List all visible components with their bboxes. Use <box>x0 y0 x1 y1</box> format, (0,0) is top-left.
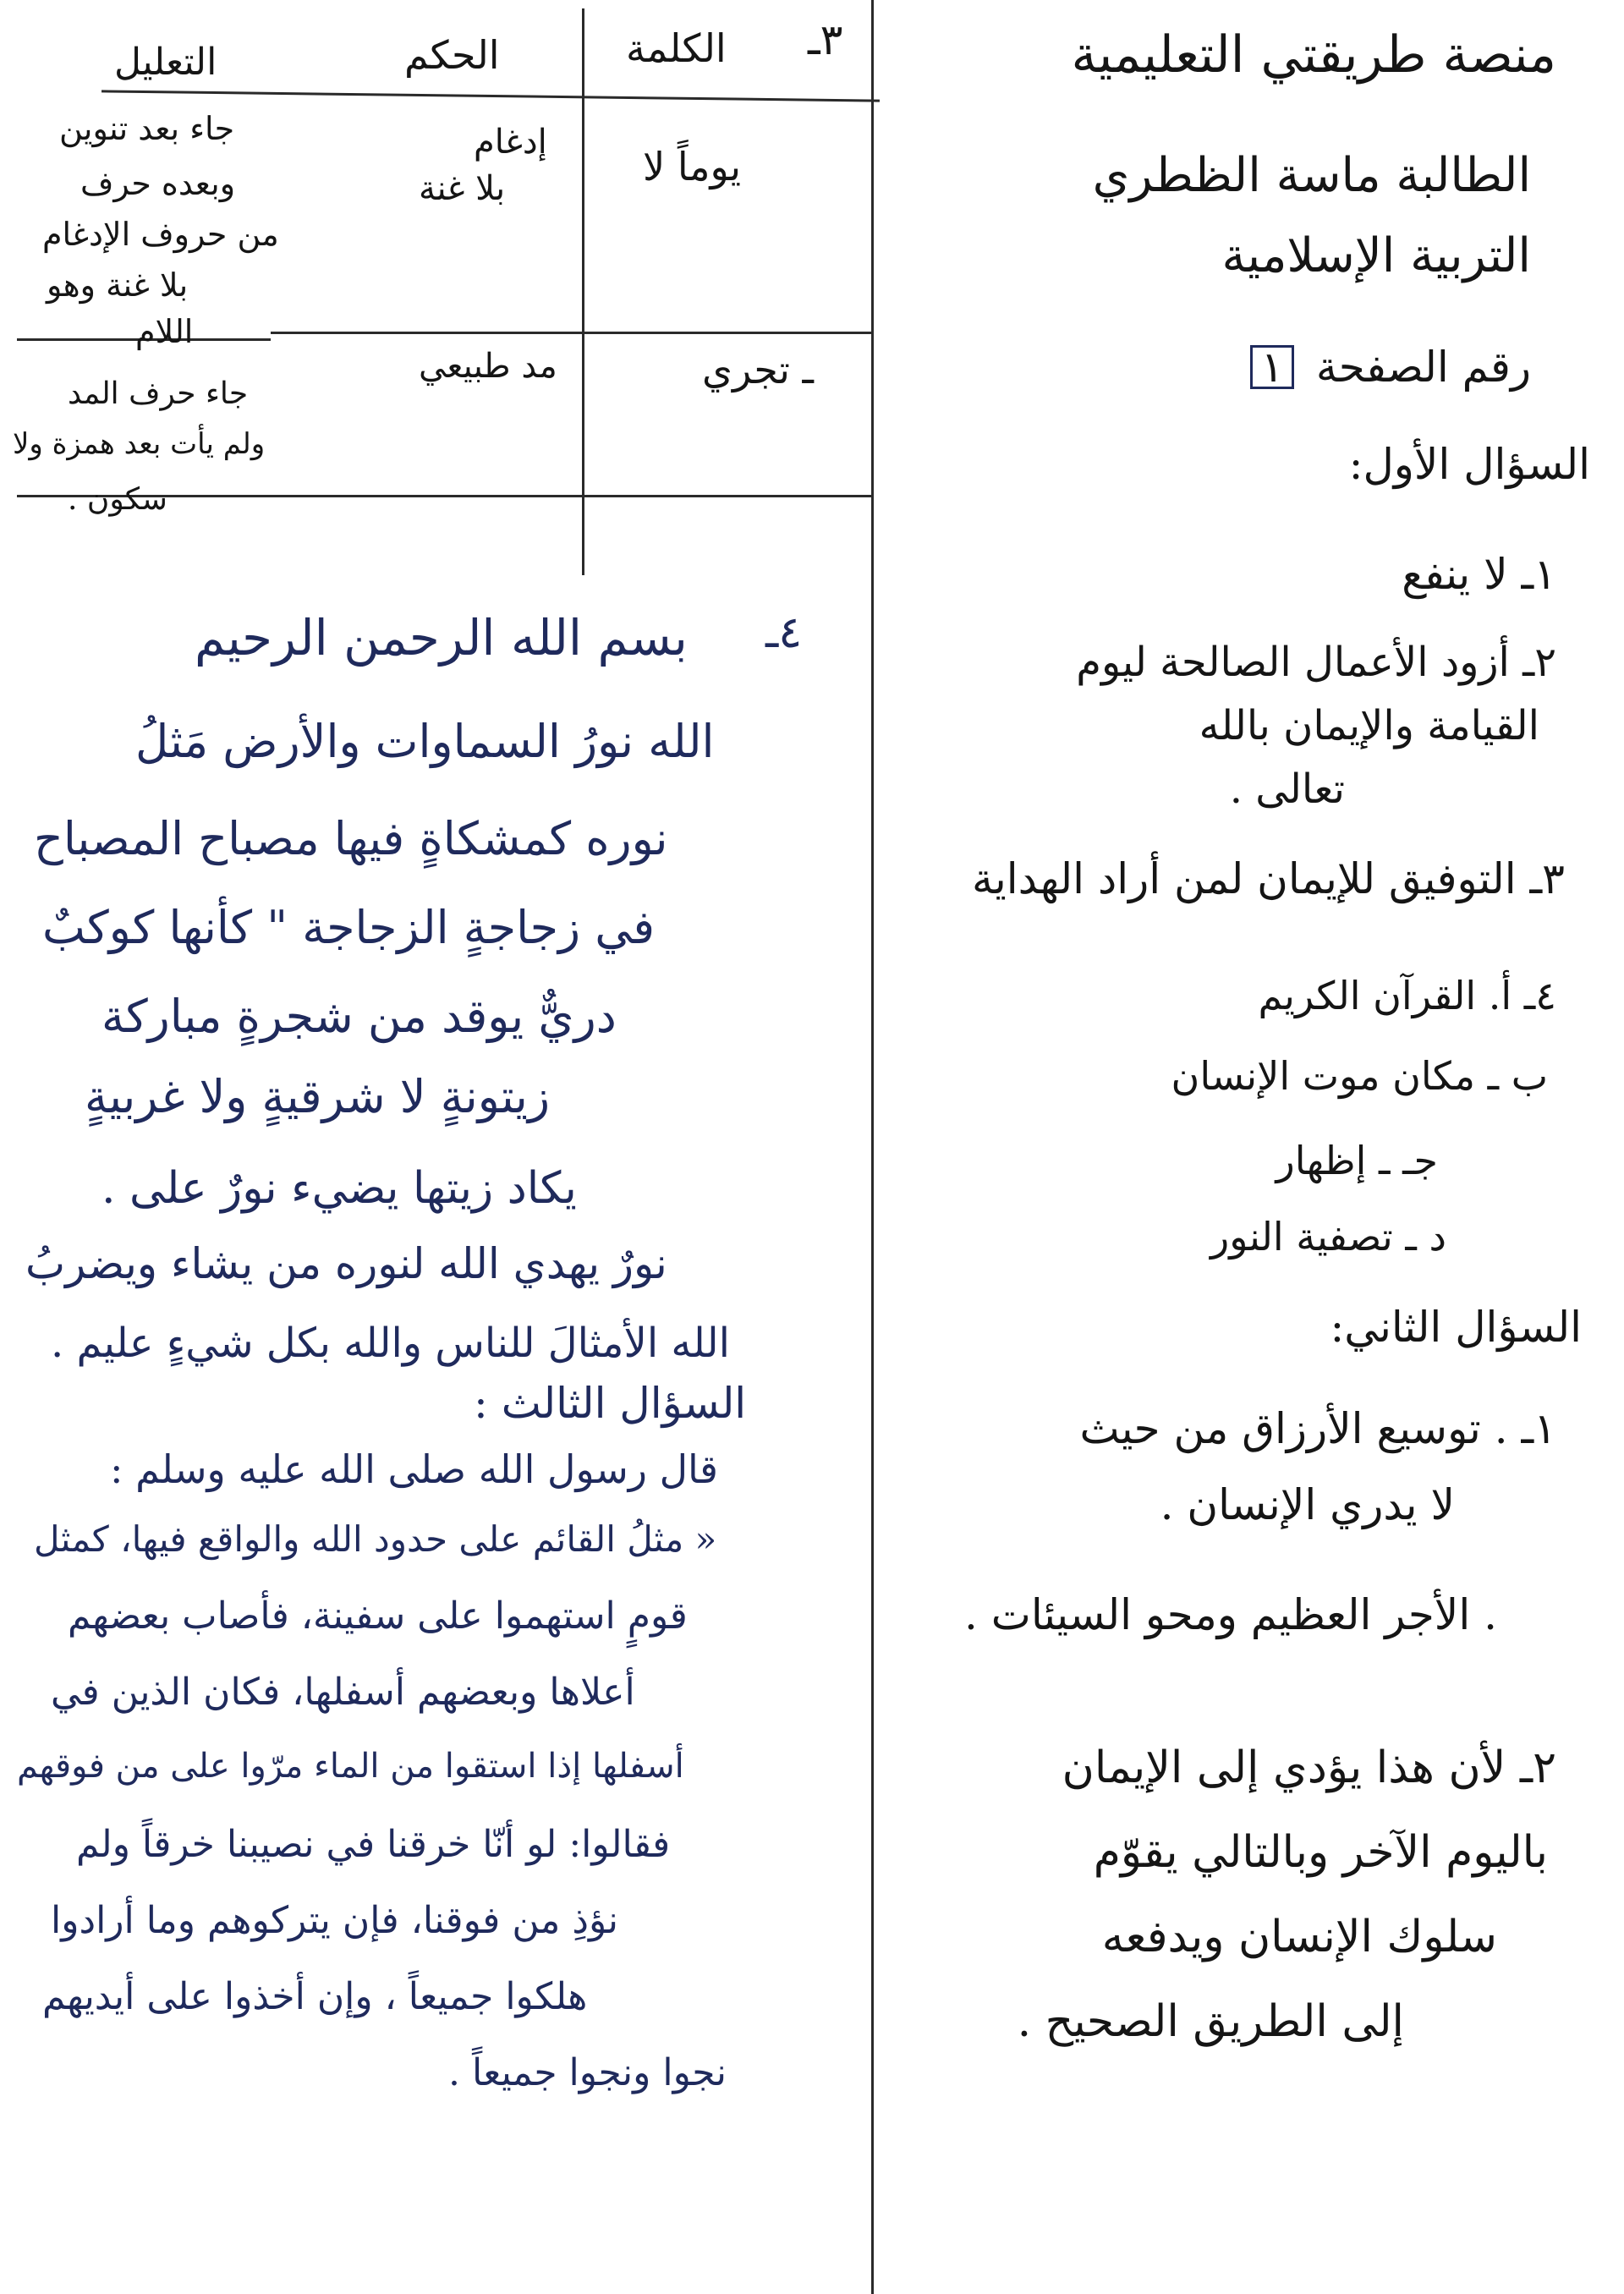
verse-line: نوره كمشكاةٍ فيها مصباح المصباح <box>34 812 668 865</box>
subject-line: التربية الإسلامية <box>1221 228 1531 283</box>
q1-item: القيامة والإيمان بالله <box>1199 702 1539 749</box>
verse-line: يكاد زيتها يضيء نورٌ على . <box>102 1163 577 1214</box>
verse-line: الله نورُ السماوات والأرض مَثلُ <box>135 715 715 768</box>
q1-item: د ـ تصفية النور <box>1210 1214 1446 1260</box>
hadith-line: قال رسول الله صلى الله عليه وسلم : <box>110 1446 719 1492</box>
q2-title: السؤال الثاني: <box>1330 1303 1582 1352</box>
table-cell-reason: ولم يأت بعد همزة ولا <box>13 427 266 461</box>
hadith-line: أسفلها إذا استقوا من الماء مرّوا على من فوقهم <box>17 1747 684 1786</box>
q1-item: ١ـ لا ينفع <box>1402 550 1556 599</box>
q1-item: ٣ـ التوفيق للإيمان لمن أراد الهداية <box>972 854 1565 903</box>
q4-number: ٤ـ <box>765 607 803 658</box>
q1-title: السؤال الأول: <box>1348 440 1590 489</box>
q1-item: ٤ـ أ. القرآن الكريم <box>1258 973 1556 1018</box>
hadith-line: فقالوا: لو أنّا خرقنا في نصيبنا خرقاً ولم <box>76 1823 671 1866</box>
table-cell-ruling: إدغام <box>474 123 547 162</box>
verse-line: نورٌ يهدي الله لنوره من يشاء ويضربُ <box>25 1239 667 1288</box>
page-number-line <box>1250 343 1531 392</box>
q2-item: . الأجر العظيم ومحو السيئات . <box>963 1590 1497 1639</box>
basmala: بسم الله الرحمن الرحيم <box>195 609 688 667</box>
table-row-line <box>271 332 871 334</box>
table-header-reason: التعليل <box>114 41 217 84</box>
hadith-line: قومٍ استهموا على سفينة، فأصاب بعضهم <box>68 1594 688 1638</box>
table-col-line <box>582 8 584 575</box>
hadith-line: نؤذِ من فوقنا، فإن يتركوهم وما أرادوا <box>51 1899 618 1942</box>
page-number-box: ١ <box>1250 345 1294 389</box>
q2-item: سلوك الإنسان ويدفعه <box>1101 1912 1497 1962</box>
q1-item: ٢ـ أزود الأعمال الصالحة ليوم <box>1076 639 1556 686</box>
table-cell-reason: من حروف الإدغام <box>42 216 279 253</box>
q1-item: ب ـ مكان موت الإنسان <box>1171 1053 1548 1099</box>
student-line: الطالبة ماسة الظطري <box>1092 148 1531 203</box>
hadith-line: أعلاها وبعضهم أسفلها، فكان الذين في <box>51 1671 635 1714</box>
verse-line: في زجاجةٍ الزجاجة " كأنها كوكبٌ <box>42 901 656 954</box>
q3-title: السؤال الثالث : <box>474 1379 747 1428</box>
table-header-line <box>102 90 880 102</box>
table-cell-reason: جاء حرف المد <box>68 376 249 411</box>
table-number: ٣ـ <box>808 15 843 64</box>
page-label: رقم الصفحة <box>1315 343 1531 392</box>
table-cell-ruling: بلا غنة <box>419 169 506 208</box>
table-cell-reason: سكون . <box>68 482 167 517</box>
hadith-line: نجوا ونجوا جميعاً . <box>448 2051 727 2094</box>
verse-line: الله الأمثالَ للناس والله بكل شيءٍ عليم . <box>51 1320 731 1367</box>
table-cell-reason: جاء بعد تنوين <box>59 110 235 147</box>
q2-item: ٢ـ لأن هذا يؤدي إلى الإيمان <box>1062 1742 1556 1793</box>
table-cell-ruling: مد طبيعي <box>419 347 557 386</box>
table-header-word: الكلمة <box>626 25 727 71</box>
verse-line: زيتونةٍ لا شرقيةٍ ولا غربيةٍ <box>85 1070 551 1123</box>
table-cell-reason: بلا غنة وهو <box>47 266 189 304</box>
q2-item: باليوم الآخر وبالتالي يقوّم <box>1093 1827 1548 1878</box>
q1-item: تعالى . <box>1229 766 1345 813</box>
q2-item: لا يدري الإنسان . <box>1160 1480 1455 1529</box>
hadith-line: « مثلُ القائم على حدود الله والواقع فيها، كمثل <box>34 1518 717 1560</box>
table-cell-word: يوماً لا <box>643 144 742 189</box>
platform-title: منصة طريقتي التعليمية <box>1071 25 1556 85</box>
table-header-ruling: الحكم <box>404 32 500 78</box>
q2-item: إلى الطريق الصحيح . <box>1017 1996 1404 2047</box>
hadith-line: هلكوا جميعاً ، وإن أخذوا على أيديهم <box>42 1975 588 2018</box>
table-cell-word: ـ تجري <box>702 347 814 392</box>
q2-item: ١ـ . توسيع الأرزاق من حيث <box>1079 1404 1556 1453</box>
table-cell-reason: وبعده حرف <box>80 165 236 202</box>
column-divider <box>871 0 874 2294</box>
q1-item: جـ ـ إظهار <box>1276 1138 1438 1183</box>
verse-line: دريٌّ يوقد من شجرةٍ مباركة <box>102 990 617 1043</box>
table-cell-reason: اللام <box>135 313 194 350</box>
